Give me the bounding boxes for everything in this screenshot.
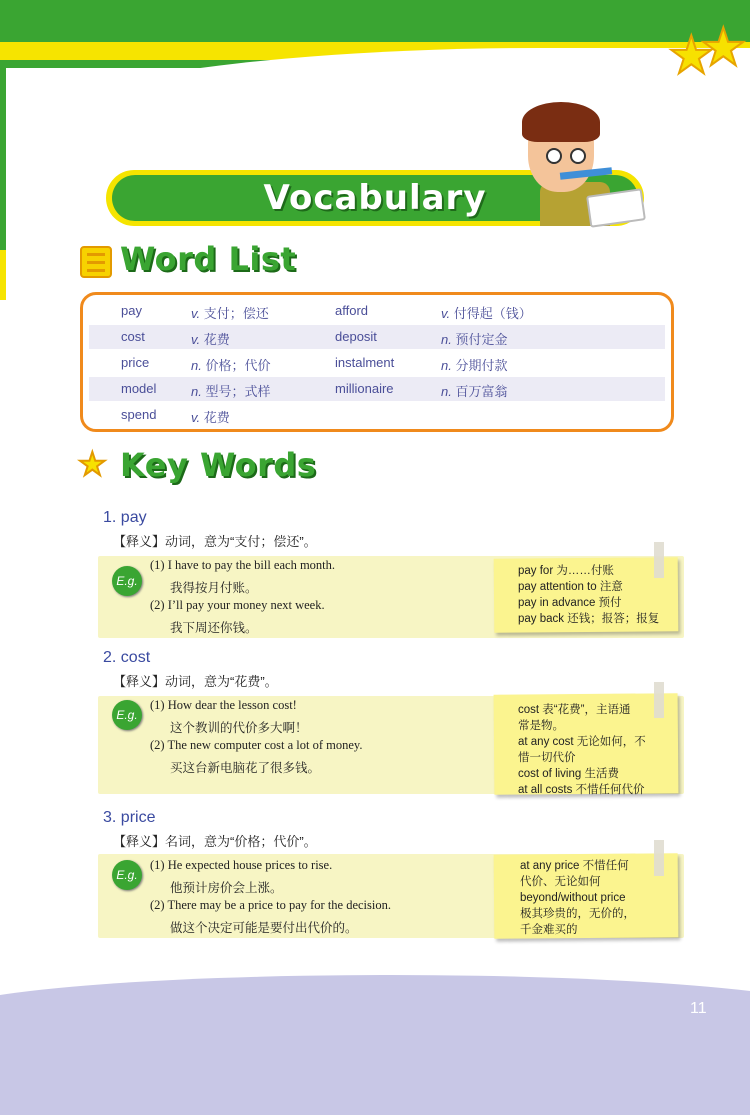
table-row [89,325,665,349]
footer-band [0,975,750,1115]
boy-eye [546,148,562,164]
word-list-table [80,292,674,432]
table-row [89,403,665,427]
note-line: beyond/without price [520,892,626,904]
note-line: 极其珍贵的，无价的， [520,908,635,920]
note-line: at any cost 无论如何，不 [518,736,646,748]
word: spend [121,407,157,422]
meaning: 花费 [203,332,230,347]
boy-hair [522,102,600,142]
part-of-speech: n. [441,332,452,347]
note-text [518,702,646,798]
meaning: 型号；式样 [205,384,271,399]
word-list-title: Word List [120,240,297,278]
example-en: (1) He expected house prices to rise. [150,858,333,872]
note-line: at any price 不惜任何 [520,860,629,872]
meaning: 花费 [203,410,230,425]
part-of-speech: n. [191,384,202,399]
example-en: (2) I’ll pay your money next week. [150,598,325,612]
page-number: 11 [690,1000,707,1017]
meaning: 预付定金 [455,332,508,347]
meaning: 支付；偿还 [203,306,269,321]
meaning: 价格；代价 [205,358,271,373]
word: pay [121,303,142,318]
part-of-speech: n. [441,358,452,373]
meaning: 付得起（钱） [453,306,532,321]
example-zh: 我下周还你钱。 [170,620,258,635]
entry-definition: 【释义】名词，意为“价格；代价”。 [113,834,317,849]
part-of-speech: v. [441,306,451,321]
word: instalment [335,355,395,370]
example-en: (1) I have to pay the bill each month. [150,558,336,572]
meaning: 百万富翁 [455,384,508,399]
part-of-speech: v. [191,410,201,425]
note-line: cost of living 生活费 [518,768,619,780]
note-line: pay in advance 预付 [518,597,622,609]
meaning: 分期付款 [455,358,508,373]
part-of-speech: n. [191,358,202,373]
word: cost [121,329,145,344]
book-icon [586,188,646,227]
example-zh: 这个教训的代价多大啊！ [170,720,308,735]
note-tab [654,840,664,876]
note-line: pay back 还钱；报答；报复 [518,613,660,625]
table-row [89,377,665,401]
star-icon: ★ [700,19,747,77]
part-of-speech: v. [191,332,201,347]
eg-badge: E.g. [112,566,142,596]
example-en: (2) There may be a price to pay for the decision. [150,898,391,912]
part-of-speech: v. [191,306,201,321]
example-en: (2) The new computer cost a lot of money. [150,738,363,752]
entry-definition: 【释义】动词，意为“支付；偿还”。 [113,534,317,549]
word: afford [335,303,369,318]
example-en: (1) How dear the lesson cost! [150,698,297,712]
note-text [518,563,659,627]
table-row [89,351,665,375]
entry-heading: 1. pay [103,509,147,526]
note-line: 千金难买的 [520,924,578,936]
example-zh: 买这台新电脑花了很多钱。 [170,760,321,775]
table-row [89,299,665,323]
example-zh: 我得按月付账。 [170,580,258,595]
entry-heading: 2. cost [103,649,151,666]
example-zh: 他预计房价会上涨。 [170,880,283,895]
note-line: cost 表“花费”，主语通 [518,704,631,716]
note-line: pay attention to 注意 [518,581,623,593]
note-line: at all costs 不惜任何代价 [518,784,645,796]
word: price [121,355,150,370]
note-line: 惜一切代价 [518,752,576,764]
part-of-speech: n. [441,384,452,399]
boy-eye [570,148,586,164]
star-icon: ★ [668,27,715,85]
eg-badge: E.g. [112,700,142,730]
note-line: 代价、无论如何 [520,876,601,888]
note-line: pay for 为……付账 [518,565,614,577]
example-zh: 做这个决定可能是要付出代价的。 [170,920,358,935]
page-title: Vocabulary [263,178,487,218]
note-text [520,858,635,938]
key-words-title: Key Words [120,446,317,484]
note-line: 常是物。 [518,720,564,732]
star-icon: ★ [78,446,107,482]
left-stripe [0,60,6,250]
word: millionaire [335,381,394,396]
word: deposit [335,329,377,344]
entry-heading: 3. price [103,809,156,826]
entry-definition: 【释义】动词，意为“花费”。 [113,674,278,689]
word: model [121,381,157,396]
note-tab [654,682,664,718]
left-stripe-yellow [0,250,6,300]
eg-badge: E.g. [112,860,142,890]
header-curve [0,48,750,188]
list-icon [80,246,112,278]
